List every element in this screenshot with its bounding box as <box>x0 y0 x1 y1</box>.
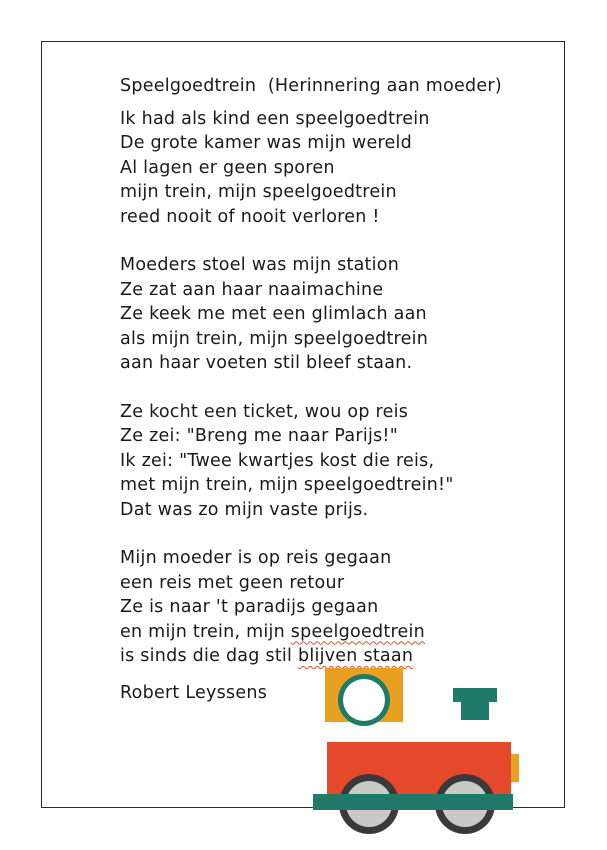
poem-line-spellcheck: en mijn trein, mijn speelgoedtrein <box>120 621 425 642</box>
poem-line: Ik zei: "Twee kwartjes kost die reis, <box>120 450 435 471</box>
train-lamp <box>511 754 519 782</box>
spellcheck-underline: blijven staan <box>297 646 414 666</box>
poem-line: Ze zat aan haar naaimachine <box>120 279 384 300</box>
train-cab-window-inner <box>343 679 385 721</box>
poem-line: De grote kamer was mijn wereld <box>120 133 413 153</box>
poem-author: Robert Leyssens <box>120 682 268 703</box>
train-chimney-top <box>453 688 497 702</box>
poem-line: een reis met geen retour <box>120 572 345 593</box>
poem-line: Al lagen er geen sporen <box>120 157 335 178</box>
poem-line: mijn trein, mijn speelgoedtrein <box>120 182 397 202</box>
poem-line: aan haar voeten stil bleef staan. <box>120 353 413 373</box>
poem-line-spellcheck: is sinds die dag stil blijven staan <box>120 646 414 666</box>
poem-line: Dat was zo mijn vaste prijs. <box>120 499 369 520</box>
poem-line: Ze kocht een ticket, wou op reis <box>120 401 409 422</box>
stanza-3 <box>120 400 560 523</box>
stanza-4 <box>120 546 560 669</box>
poem-line: Ze keek me met een glimlach aan <box>120 304 427 324</box>
spellcheck-underline: speelgoedtrein <box>290 621 425 642</box>
train-base <box>313 794 513 810</box>
poem-line: Ik had als kind een speelgoedtrein <box>120 108 430 129</box>
poem-line: met mijn trein, mijn speelgoedtrein!" <box>120 475 454 495</box>
stanza-2 <box>120 253 560 376</box>
toy-train-icon <box>305 664 535 844</box>
poem-line: Ze is naar 't paradijs gegaan <box>120 597 379 617</box>
poem-title: Speelgoedtrein (Herinnering aan moeder) <box>120 76 502 96</box>
poem-line: Mijn moeder is op reis gegaan <box>120 548 392 568</box>
train-chimney <box>461 700 489 720</box>
poem-line: als mijn trein, mijn speelgoedtrein <box>120 328 429 349</box>
poem-line: Moeders stoel was mijn station <box>120 255 400 275</box>
poem-line: reed nooit of nooit verloren ! <box>120 206 380 227</box>
stanza-1 <box>120 107 560 230</box>
poem <box>120 74 560 705</box>
poem-line: Ze zei: "Breng me naar Parijs!" <box>120 426 399 446</box>
